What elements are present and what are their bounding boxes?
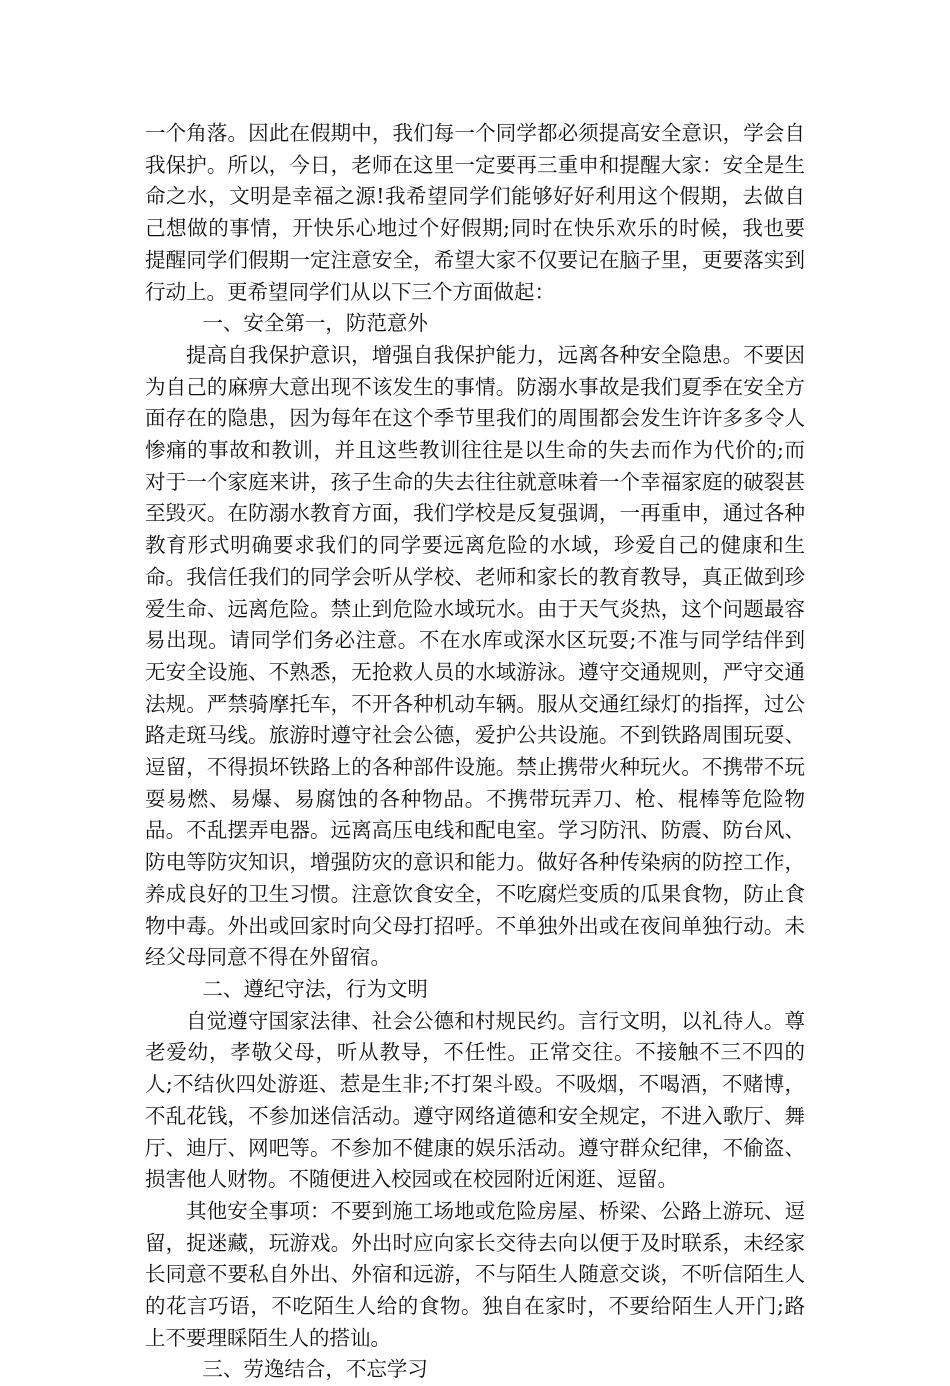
body-paragraph: 自觉遵守国家法律、社会公德和村规民约。言行文明，以礼待人。尊老爱幼，孝敬父母，听从教导，不任性。正常交往。不接触不三不四的人;不结伙四处游逛、惹是生非;不打架斗殴。不吸烟，不喝酒，不赌博，不乱花钱，不参加迷信活动。遵守网络道德和安全规定，不进入歌厅、舞厅、迪厅、网吧等。不参加不健康的娱乐活动。遵守群众纪律，不偷盗、损害他人财物。不随便进入校园或在校园附近闲逛、逗留。 [145,1008,805,1192]
document-page [145,118,805,1386]
section-heading: 三、劳逸结合，不忘学习 [202,1357,428,1382]
section-heading: 二、遵纪守法，行为文明 [202,976,428,1001]
body-paragraph: 提高自我保护意识，增强自我保护能力，远离各种安全隐患。不要因为自己的麻痹大意出现不该发生的事情。防溺水事故是我们夏季在安全方面存在的隐患，因为每年在这个季节里我们的周围都会发生许许多多令人惨痛的事故和教训，并且这些教训往往是以生命的失去而作为代价的;而对于一个家庭来讲，孩子生命的失去往往就意味着一个幸福家庭的破裂甚至毁灭。在防溺水教育方面，我们学校是反复强调，一再重申，通过各种教育形式明确要求我们的同学要远离危险的水域，珍爱自己的健康和生命。我信任我们的同学会听从学校、老师和家长的教育教导，真正做到珍爱生命、远离危险。禁止到危险水域玩水。由于天气炎热，这个问题最容易出现。请同学们务必注意。不在水库或深水区玩耍;不准与同学结伴到无安全设施、不熟悉，无抢救人员的水域游泳。遵守交通规则，严守交通法规。严禁骑摩托车，不开各种机动车辆。服从交通红绿灯的指挥，过公路走斑马线。旅游时遵守社会公德，爱护公共设施。不到铁路周围玩耍、逗留，不得损坏铁路上的各种部件设施。禁止携带火种玩火。不携带不玩耍易燃、易爆、易腐蚀的各种物品。不携带玩弄刀、枪、棍棒等危险物品。不乱摆弄电器。远离高压电线和配电室。学习防汛、防震、防台风、防电等防灾知识，增强防灾的意识和能力。做好各种传染病的防控工作，养成良好的卫生习惯。注意饮食安全，不吃腐烂变质的瓜果食物，防止食物中毒。外出或回家时向父母打招呼。不单独外出或在夜间单独行动。未经父母同意不得在外留宿。 [145,342,805,970]
body-paragraph: 其他安全事项：不要到施工场地或危险房屋、桥梁、公路上游玩、逗留，捉迷藏，玩游戏。外出时应向家长交待去向以便于及时联系，未经家长同意不要私自外出、外宿和远游，不与陌生人随意交谈，不听信陌生人的花言巧语，不吃陌生人给的食物。独自在家时，不要给陌生人开门;路上不要理睬陌生人的搭讪。 [145,1198,805,1350]
section-heading: 一、安全第一，防范意外 [202,311,428,336]
body-paragraph: 一个角落。因此在假期中，我们每一个同学都必须提高安全意识，学会自我保护。所以，今日，老师在这里一定要再三重申和提醒大家：安全是生命之水，文明是幸福之源!我希望同学们能够好好利用这个假期，去做自己想做的事情，开快乐心地过个好假期;同时在快乐欢乐的时候，我也要提醒同学们假期一定注意安全，希望大家不仅要记在脑子里，更要落实到行动上。更希望同学们从以下三个方面做起： [145,121,805,304]
